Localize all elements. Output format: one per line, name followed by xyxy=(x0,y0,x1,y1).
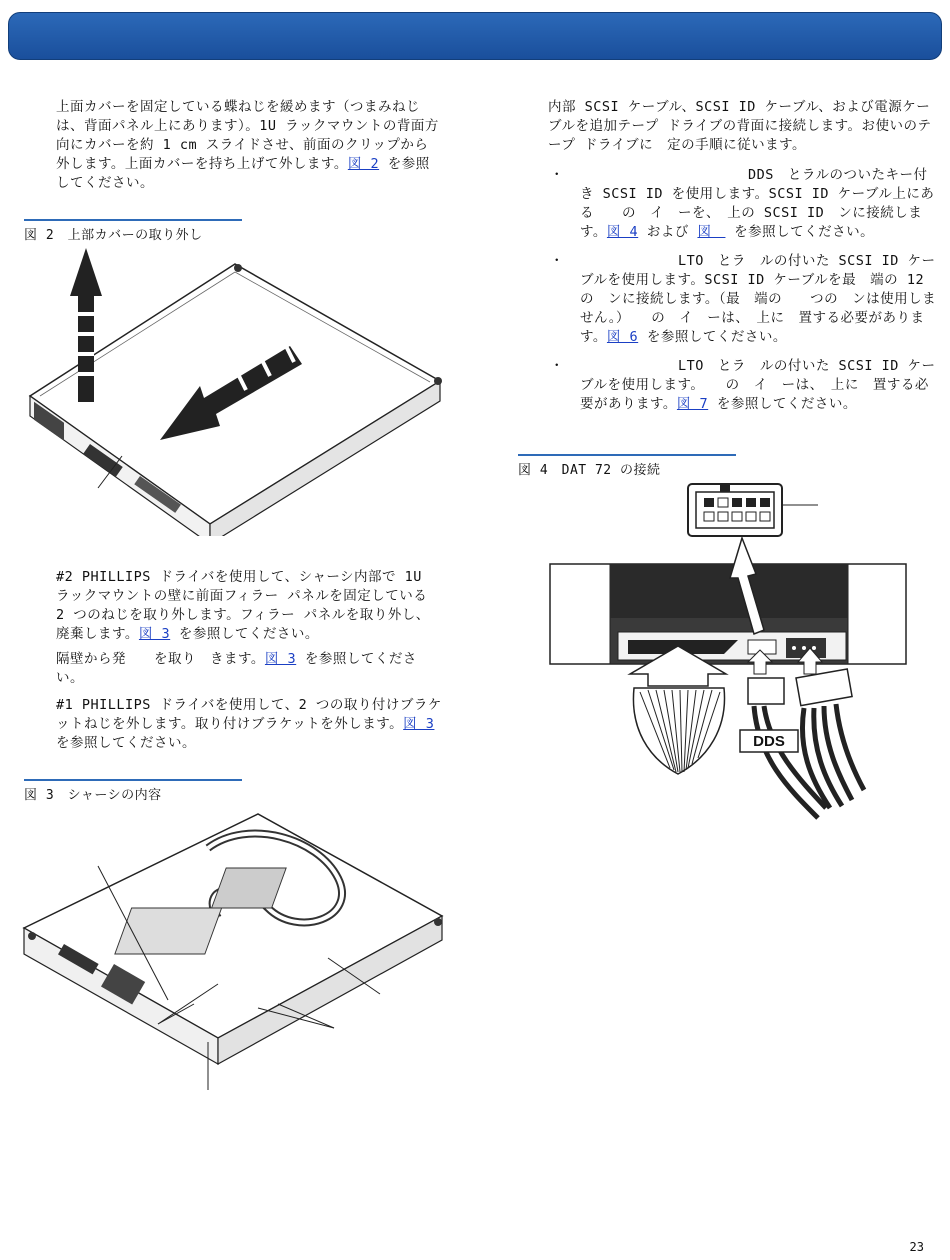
fig3-link-c[interactable]: 図 3 xyxy=(403,716,435,732)
list-item-dds: ・ DDS とラルのついたキー付き SCSI ID を使用します。SCSI ID ケーブル上にある の イ ーを、 上の SCSI ID ンに接続します。図 4 および 図 を参照してください。 xyxy=(550,167,935,240)
figure-3-illustration xyxy=(18,808,448,1098)
step-remove-bracket: #1 PHILLIPS ドライバを使用して、2 つの取り付けブラケットねじを外します。取り付けブラケットを外します。図 3 を参照してください。 xyxy=(56,697,442,751)
dds-label: DDS xyxy=(753,733,785,750)
figure-4-caption: 図 4 DAT 72 の接続 xyxy=(518,463,661,478)
bullet-dot: ・ xyxy=(550,167,564,183)
fig7-link[interactable]: 図 7 xyxy=(676,396,709,412)
bullet-dot: ・ xyxy=(550,358,564,374)
fig4-link[interactable]: 図 4 xyxy=(606,224,639,240)
cable-instructions-list xyxy=(548,166,938,424)
bullet-dot: ・ xyxy=(550,253,564,269)
figure-2-illustration xyxy=(20,246,450,536)
figure-2-caption: 図 2 上部カバーの取り外し xyxy=(24,228,203,243)
fig-link-blank[interactable]: 図 xyxy=(697,224,726,240)
step-remove-from-bulkhead: 隔壁から発 を取り きます。図 3 を参照してください。 xyxy=(56,651,417,686)
page-number: 23 xyxy=(909,1240,924,1254)
list-item-lto-a: ・ LTO とラ ルの付いた SCSI ID ケーブルを使用します。SCSI ID ケーブルを最 端の 12 の ンに接続します。（最 端の つの ンは使用しません。） の イ ーは、 上に 置する必要があります。図 6 を参照してください。 xyxy=(550,253,937,345)
step-remove-cover: 上面カバーを固定している蝶ねじを緩めます（つまみねじは、背面パネル上にあります）。1U ラックマウントの背面方向にカバーを約 1 cm スライドさせ、前面のクリップから外します。上面カバーを持ち上げて外します。図 2 を参照してください。 xyxy=(56,99,439,191)
fig3-link-b[interactable]: 図 3 xyxy=(264,651,297,667)
list-item-lto-b: ・ LTO とラ ルの付いた SCSI ID ケーブルを使用します。 の イ ーは、 上に 置する必要があります。図 7 を参照してください。 xyxy=(550,358,936,412)
fig2-link[interactable]: 図 2 xyxy=(347,156,380,172)
caption-rule xyxy=(518,454,736,456)
header-bar xyxy=(8,12,942,60)
fig3-link-a[interactable]: 図 3 xyxy=(138,626,171,642)
caption-rule xyxy=(24,779,242,781)
fig6-link[interactable]: 図 6 xyxy=(606,329,639,345)
caption-rule xyxy=(24,219,242,221)
figure-4-illustration xyxy=(548,478,910,824)
step-connect-cables: 内部 SCSI ケーブル、SCSI ID ケーブル、および電源ケーブルを追加テープ ドライブの背面に接続します。お使いのテープ ドライブに 定の手順に従います。 xyxy=(548,99,932,153)
figure-3-caption: 図 3 シャーシの内容 xyxy=(24,788,162,803)
step-remove-filler-panel: #2 PHILLIPS ドライバを使用して、シャーシ内部で 1U ラックマウントの壁に前面フィラー パネルを固定している 2 つのねじを取り外します。フィラー パネルを取り外し、廃棄します。図 3 を参照してください。 xyxy=(56,569,430,642)
